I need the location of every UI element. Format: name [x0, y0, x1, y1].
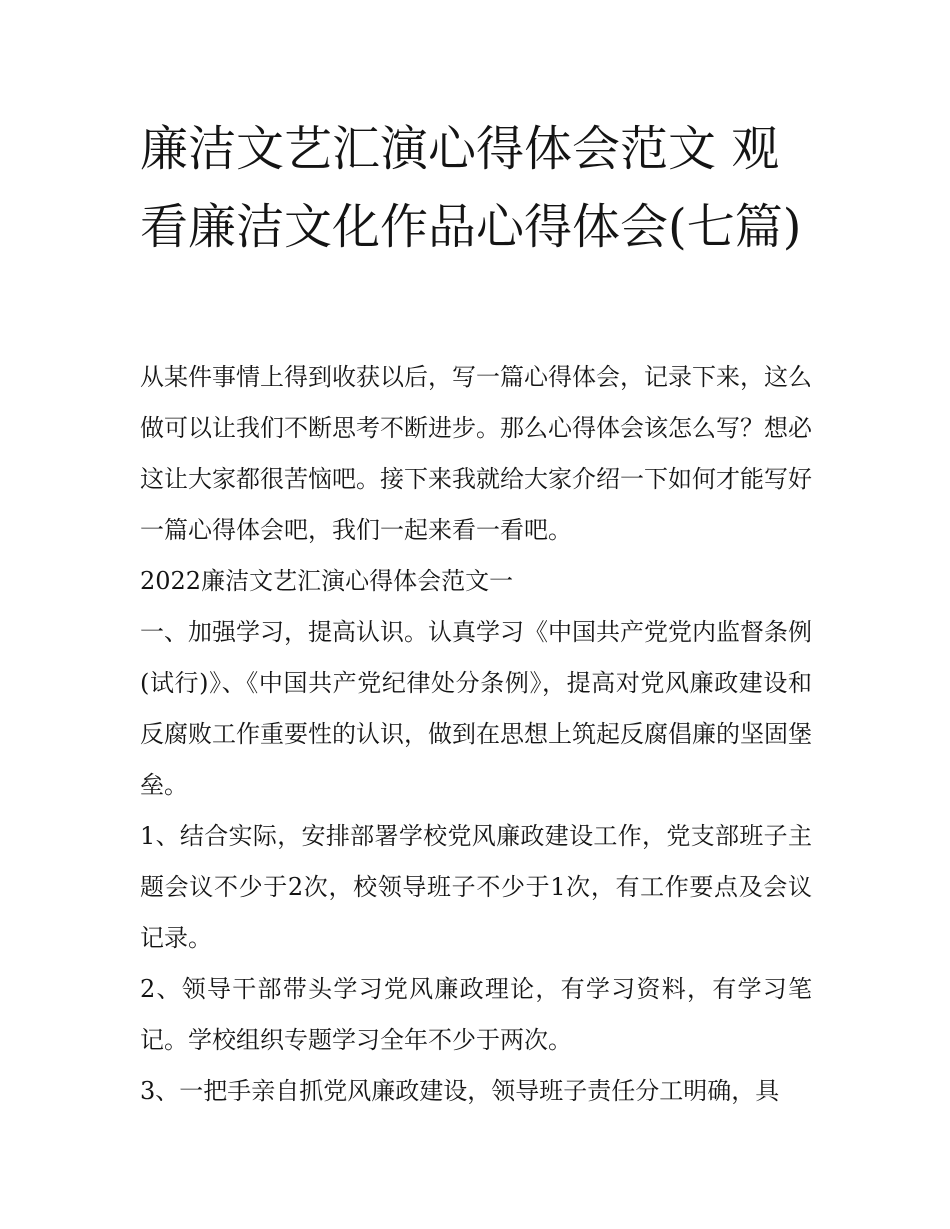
document-title: 廉洁文艺汇演心得体会范文 观看廉洁文化作品心得体会(七篇) [140, 121, 802, 255]
paragraph-item-2: 2、领导干部带头学习党风廉政理论，有学习资料，有学习笔记。学校组织专题学习全年不少于两次。 [140, 975, 812, 1054]
document-body [140, 352, 812, 1117]
paragraph-item-3: 3、一把手亲自抓党风廉政建设，领导班子责任分工明确，具 [140, 1077, 780, 1105]
section-heading: 2022廉洁文艺汇演心得体会范文一 [140, 567, 514, 595]
document-page [140, 0, 812, 1229]
paragraph-intro: 从某件事情上得到收获以后，写一篇心得体会，记录下来，这么做可以让我们不断思考不断进步。那么心得体会该怎么写？想必这让大家都很苦恼吧。接下来我就给大家介绍一下如何才能写好一篇心得体会吧，我们一起来看一看吧。 [140, 363, 812, 544]
paragraph-point-one: 一、加强学习，提高认识。认真学习《中国共产党党内监督条例(试行)》、《中国共产党纪律处分条例》，提高对党风廉政建设和反腐败工作重要性的认识，做到在思想上筑起反腐倡廉的坚固堡垒。 [140, 618, 812, 799]
paragraph-item-1: 1、结合实际，安排部署学校党风廉政建设工作，党支部班子主题会议不少于2次，校领导班子不少于1次，有工作要点及会议记录。 [140, 822, 812, 952]
